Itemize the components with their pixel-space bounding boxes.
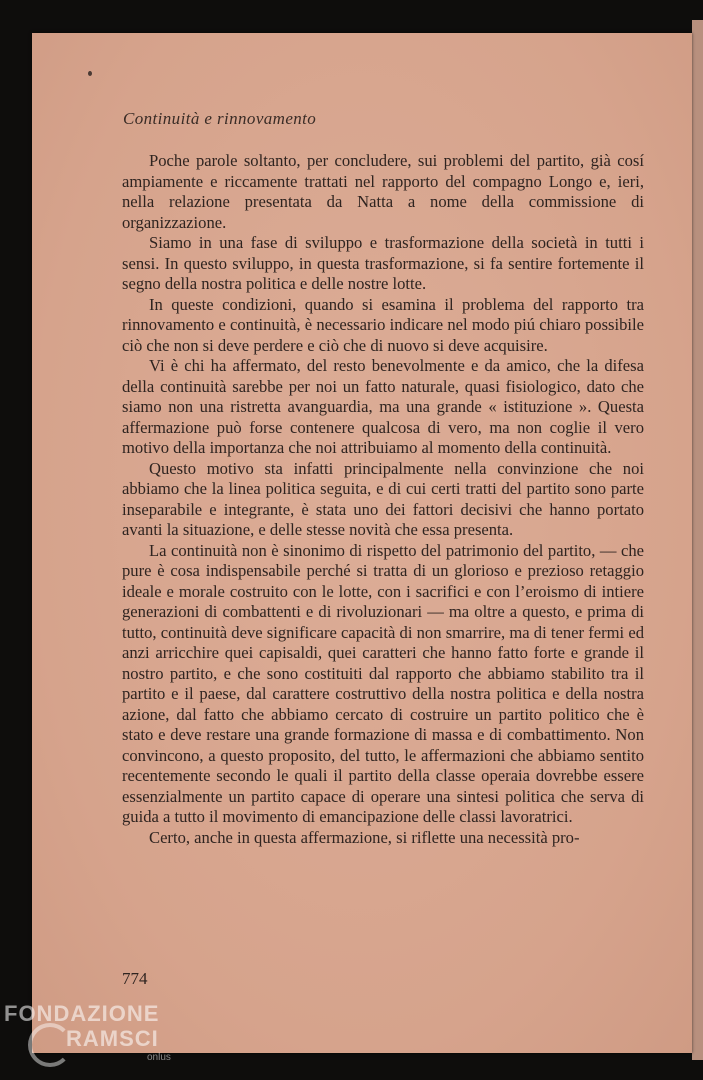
watermark-line2: RAMSCI — [66, 1026, 159, 1051]
page-speck — [88, 71, 92, 76]
paragraph: Certo, anche in questa affermazione, si riflette una necessità pro- — [149, 827, 580, 847]
next-page-edge — [692, 20, 703, 1060]
watermark-logo — [4, 1001, 204, 1080]
page-number: 774 — [122, 969, 148, 988]
paragraph: Poche parole soltanto, per concludere, sui problemi del partito, già cosí ampiamente e riccamente trattati nel rapporto del compagno Longo e, ieri, nella relazione presentata da Natta a nome della commissione di organizzazione. — [122, 151, 644, 232]
paragraph: Questo motivo sta infatti principalmente nella convinzione che noi abbiamo che la linea politica seguita, e di cui certi tratti del partito sono parte inseparabile e integrante, è stata uno dei fattori decisivi che hanno portato avanti la situazione, e delle stesse novità che essa presenta. — [122, 458, 644, 539]
watermark-line1: FONDAZIONE — [4, 1001, 160, 1026]
paragraph: In queste condizioni, quando si esamina il problema del rapporto tra rinnovamento e continuità, è necessario indicare nel modo piú chiaro possibile ciò che non si deve perdere e ciò che di nuovo si deve acquisire. — [122, 294, 644, 355]
paragraph: Siamo in una fase di sviluppo e trasformazione della società in tutti i sensi. In questo sviluppo, in questa trasformazione, si fa sentire fortemente il segno della nostra politica e delle nostre lotte. — [122, 233, 644, 293]
running-head: Continuità e rinnovamento — [123, 109, 317, 128]
body-text — [122, 151, 644, 848]
paragraph: La continuità non è sinonimo di rispetto del patrimonio del partito, — che pure è cosa indispensabile perché si tratta di un glorioso e prezioso retaggio ideale e morale costruito con le lotte, con i sacrifici e con l’eroismo di intiere generazioni di combattenti e di rivoluzionari — ma oltre a questo, e prima di tutto, continuità deve significare capacità di non smarrire, ma di tener fermi ed anzi arricchire quei capisaldi, quei caratteri che hanno fatto forte e grande il nostro partito, e che sono costituiti dal rapporto che abbiamo stabilito tra il partito e il paese, dal carattere costruttivo della nostra politica e della nostra azione, dal fatto che abbiamo cercato di costruire un partito politico che è stato e deve restare una grande formazione di massa e di combattimento. Non convincono, a questo proposito, del tutto, le affermazioni che abbiamo sentito recentemente secondo le quali il partito della classe operaia dovrebbe essere essenzialmente un partito capace di operare una sintesi politica che serva di guida a tutto il movimento di emancipazione delle classi lavoratrici. — [122, 540, 644, 826]
scan-top-border — [0, 0, 703, 33]
watermark-suffix: onlus — [147, 1052, 171, 1063]
paragraph: Vi è chi ha affermato, del resto benevolmente e da amico, che la difesa della continuità sarebbe per noi un fatto naturale, quasi fisiologico, dato che siamo non una ristretta avanguardia, ma una grande « istituzione ». Questa affermazione può forse contenere qualcosa di vero, ma non coglie il vero motivo della importanza che noi attribuiamo al momento della continuità. — [122, 356, 644, 457]
